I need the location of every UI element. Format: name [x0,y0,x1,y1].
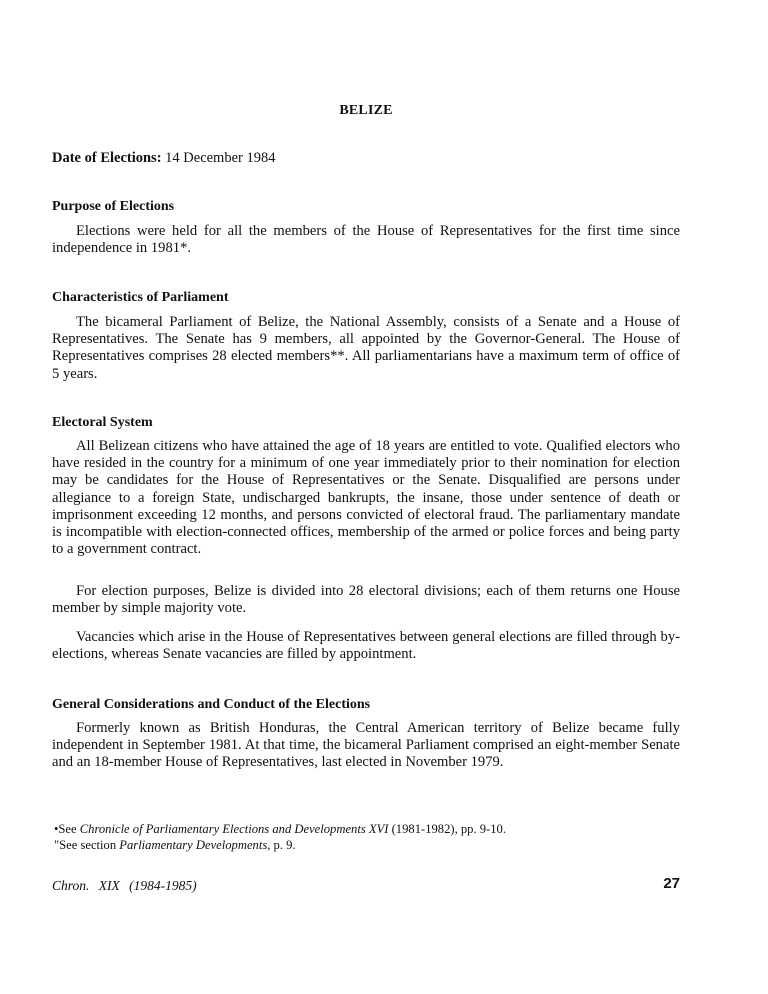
footnote-1-prefix: •See [54,822,80,836]
paragraph-general-considerations: Formerly known as British Honduras, the Central American territory of Belize became fully independent in September 1981. At that time, the bicameral Parliament comprised an eight-member Senate and an 18-member House of Representatives, last elected in November 1979. [52,720,680,771]
footer-chronicle-reference: Chron. XIX (1984-1985) [52,878,197,893]
footnote-1-title: Chronicle of Parliamentary Elections and Developments XVI [79,822,389,836]
date-of-elections-value: 14 December 1984 [165,150,276,166]
paragraph-electoral-2: For election purposes, Belize is divided into 28 electoral divisions; each of them returns one House member by simple majority vote. [52,583,680,617]
heading-purpose: Purpose of Elections [52,199,175,214]
paragraph-electoral-1: All Belizean citizens who have attained the age of 18 years are entitled to vote. Qualified electors who have resided in the country for a minimum of one year immediately prior to their nomination for election may be candidates for the House of Representatives or the Senate. Disqualified are persons under allegiance to a foreign State, undischarged bankrupts, the insane, those under sentence of death or imprisonment exceeding 12 months, and persons convicted of electoral fraud. The parliamentary mandate is incompatible with election-connected offices, membership of the armed or police forces and being party to a government contract. [52,438,680,558]
heading-characteristics: Characteristics of Parliament [52,290,229,305]
date-of-elections-label: Date of Elections: [52,150,162,166]
footnote-2-title: Parliamentary Developments, [119,838,271,852]
document-page [52,0,680,994]
paragraph-purpose: Elections were held for all the members of the House of Representatives for the first time since independence in 1981*. [52,223,680,257]
date-of-elections [52,150,275,167]
heading-electoral-system: Electoral System [52,415,153,430]
paragraph-characteristics: The bicameral Parliament of Belize, the National Assembly, consists of a Senate and a House of Representatives. The Senate has 9 members, all appointed by the Governor-General. The House of Representatives comprises 28 elected members**. All parliamentarians have a maximum term of office of 5 years. [52,314,680,382]
footnote-2 [54,838,296,853]
heading-general-considerations: General Considerations and Conduct of the Elections [52,697,371,712]
footnote-1 [54,822,506,837]
page-title: BELIZE [339,103,393,118]
footnote-2-suffix: p. 9. [270,838,296,852]
page-number: 27 [663,875,680,892]
paragraph-electoral-3: Vacancies which arise in the House of Representatives between general elections are filled through by-elections, whereas Senate vacancies are filled by appointment. [52,629,680,663]
footnote-1-suffix: (1981-1982), pp. 9-10. [388,822,506,836]
footnote-2-prefix: "See section [54,838,120,852]
